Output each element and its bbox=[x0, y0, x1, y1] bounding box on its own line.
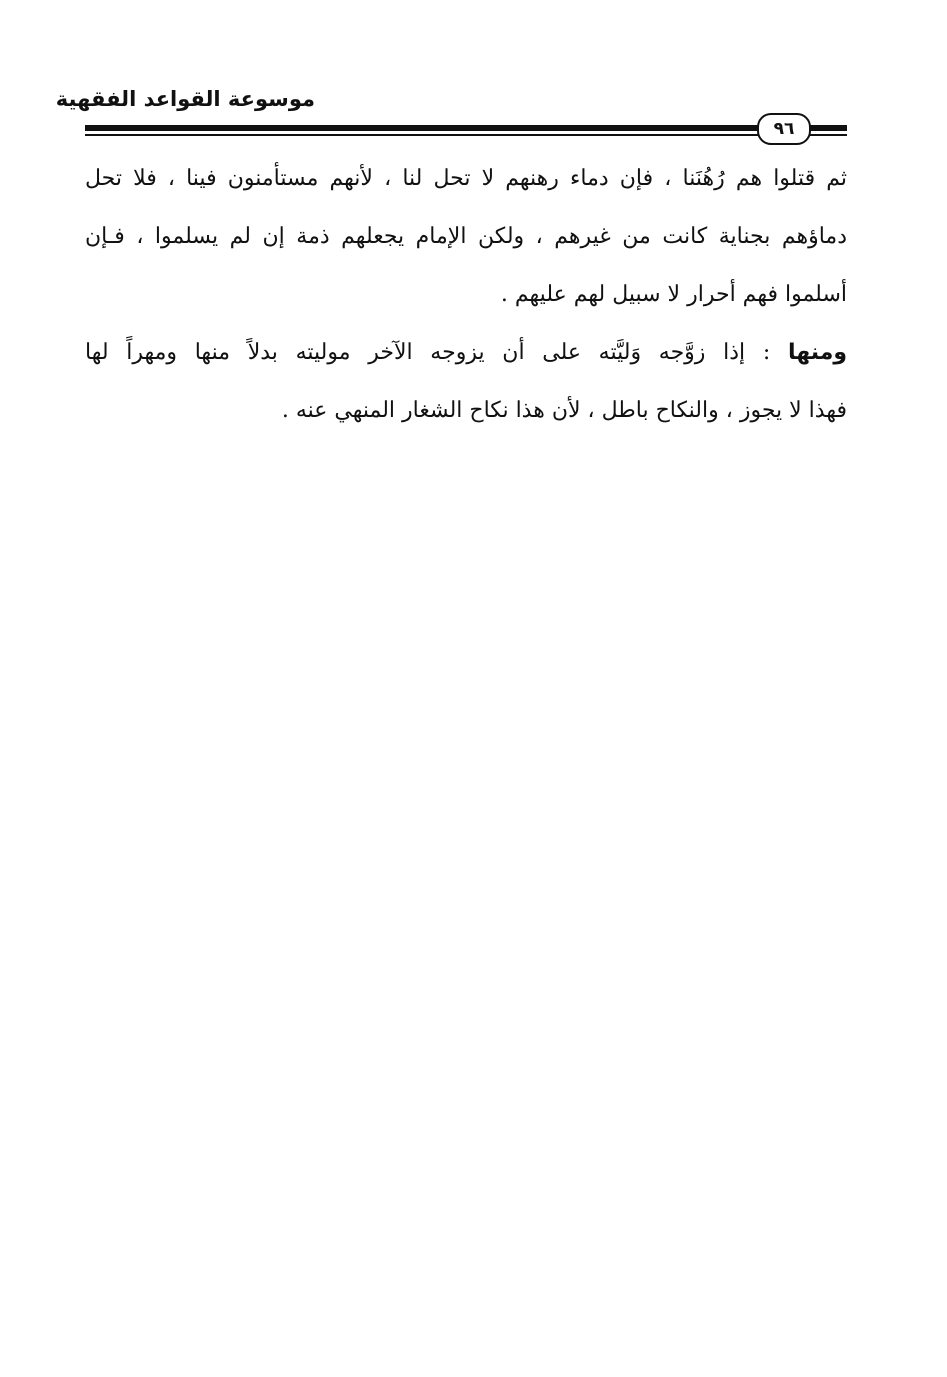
paragraph-2 bbox=[85, 324, 847, 440]
paragraph-1-line-2: دماؤهم بجناية كانت من غيرهم ، ولكن الإمام يجعلهم ذمة إن لم يسلموا ، فـإن bbox=[85, 224, 847, 249]
paragraph-2-line-1-text: : إذا زوَّجه وَليَّته على أن يزوجه الآخر موليته بدلاً منها ومهراً لها bbox=[85, 340, 788, 365]
paragraph-2-line-2: فهذا لا يجوز ، والنكاح باطل ، لأن هذا نكاح الشغار المنهي عنه . bbox=[281, 398, 847, 423]
paragraph-1-line-1: ثم قتلوا هم رُهُنَنا ، فإن دماء رهنهم لا تحل لنا ، لأنهم مستأمنون فينا ، فلا تحل bbox=[85, 166, 847, 191]
paragraph-2-line-1 bbox=[85, 324, 847, 382]
header-rule-thin bbox=[85, 134, 847, 136]
page-number: ٩٦ bbox=[757, 113, 811, 145]
header-rule-thick bbox=[85, 125, 847, 131]
paragraph-2-lead-word: ومنها bbox=[787, 340, 847, 365]
paragraph-1-line-3: أسلموا فهم أحرار لا سبيل لهم عليهم . bbox=[500, 282, 847, 307]
running-title: موسوعة القواعد الفقهية bbox=[55, 87, 315, 111]
body-text bbox=[85, 150, 847, 440]
paragraph-1 bbox=[85, 150, 847, 324]
